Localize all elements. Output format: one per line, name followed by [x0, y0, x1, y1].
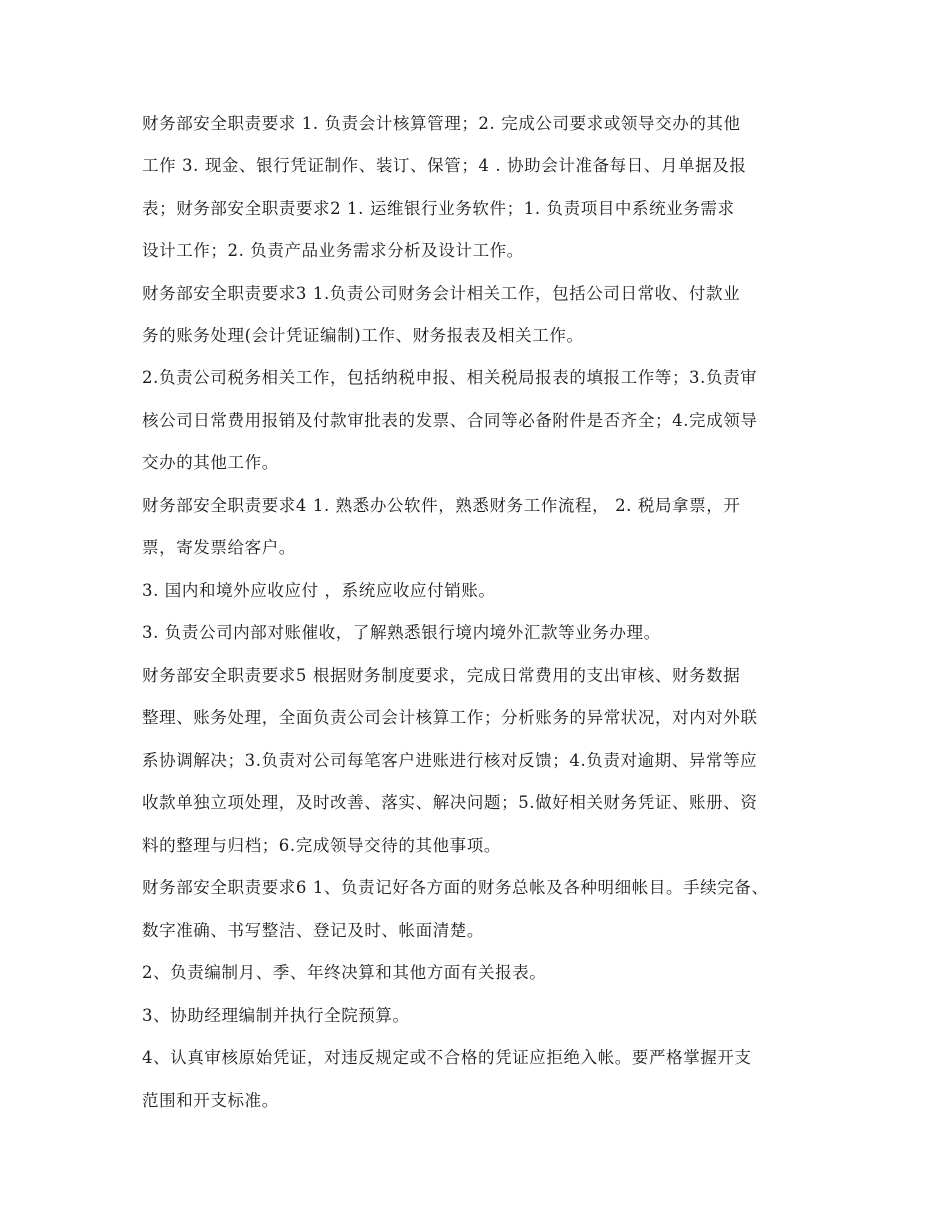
- text-line: 范围和开支标准。: [142, 1091, 279, 1110]
- text-line: 交办的其他工作。: [142, 453, 279, 472]
- text-line: 整理、账务处理，全面负责公司会计核算工作；分析账务的异常状况，对内对外联: [142, 708, 758, 727]
- text-line: 务的账务处理(会计凭证编制)工作、财务报表及相关工作。: [142, 326, 584, 345]
- text-line: 工作 3. 现金、银行凭证制作、装订、保管；4 . 协助会计准备每日、月单据及报: [142, 156, 747, 175]
- text-line: 料的整理与归档；6.完成领导交待的其他事项。: [142, 836, 501, 855]
- text-line: 3. 国内和境外应收应付 ，系统应收应付销账。: [142, 581, 496, 600]
- text-line: 表；财务部安全职责要求2 1. 运维银行业务软件；1. 负责项目中系统业务需求: [142, 199, 735, 218]
- text-line: 财务部安全职责要求5 根据财务制度要求，完成日常费用的支出审核、财务数据: [142, 666, 741, 685]
- text-line: 系协调解决；3.负责对公司每笔客户进账进行核对反馈；4.负责对逾期、异常等应: [142, 751, 758, 770]
- text-line: 3. 负责公司内部对账催收，了解熟悉银行境内境外汇款等业务办理。: [142, 623, 661, 642]
- text-line: 数字准确、书写整洁、登记及时、帐面清楚。: [142, 921, 484, 940]
- text-line: 财务部安全职责要求3 1.负责公司财务会计相关工作，包括公司日常收、付款业: [142, 284, 741, 303]
- text-line: 收款单独立项处理，及时改善、落实、解决问题；5.做好相关财务凭证、账册、资: [142, 793, 758, 812]
- text-line: 票，寄发票给客户。: [142, 538, 296, 557]
- text-line: 设计工作；2. 负责产品业务需求分析及设计工作。: [142, 241, 524, 260]
- text-line: 3、协助经理编制并执行全院预算。: [142, 1006, 410, 1025]
- text-line: 2、负责编制月、季、年终决算和其他方面有关报表。: [142, 963, 547, 982]
- text-line: 核公司日常费用报销及付款审批表的发票、合同等必备附件是否齐全；4.完成领导: [142, 411, 758, 430]
- text-line: 财务部安全职责要求 1. 负责会计核算管理；2. 完成公司要求或领导交办的其他: [142, 114, 741, 133]
- text-line: 财务部安全职责要求4 1. 熟悉办公软件，熟悉财务工作流程， 2. 税局拿票，开: [142, 496, 741, 515]
- text-line: 4、认真审核原始凭证，对违反规定或不合格的凭证应拒绝入帐。要严格掌握开支: [142, 1048, 752, 1067]
- text-line: 2.负责公司税务相关工作，包括纳税申报、相关税局报表的填报工作等；3.负责审: [142, 368, 758, 387]
- text-line: 财务部安全职责要求6 1、负责记好各方面的财务总帐及各种明细帐目。手续完备、: [142, 878, 769, 897]
